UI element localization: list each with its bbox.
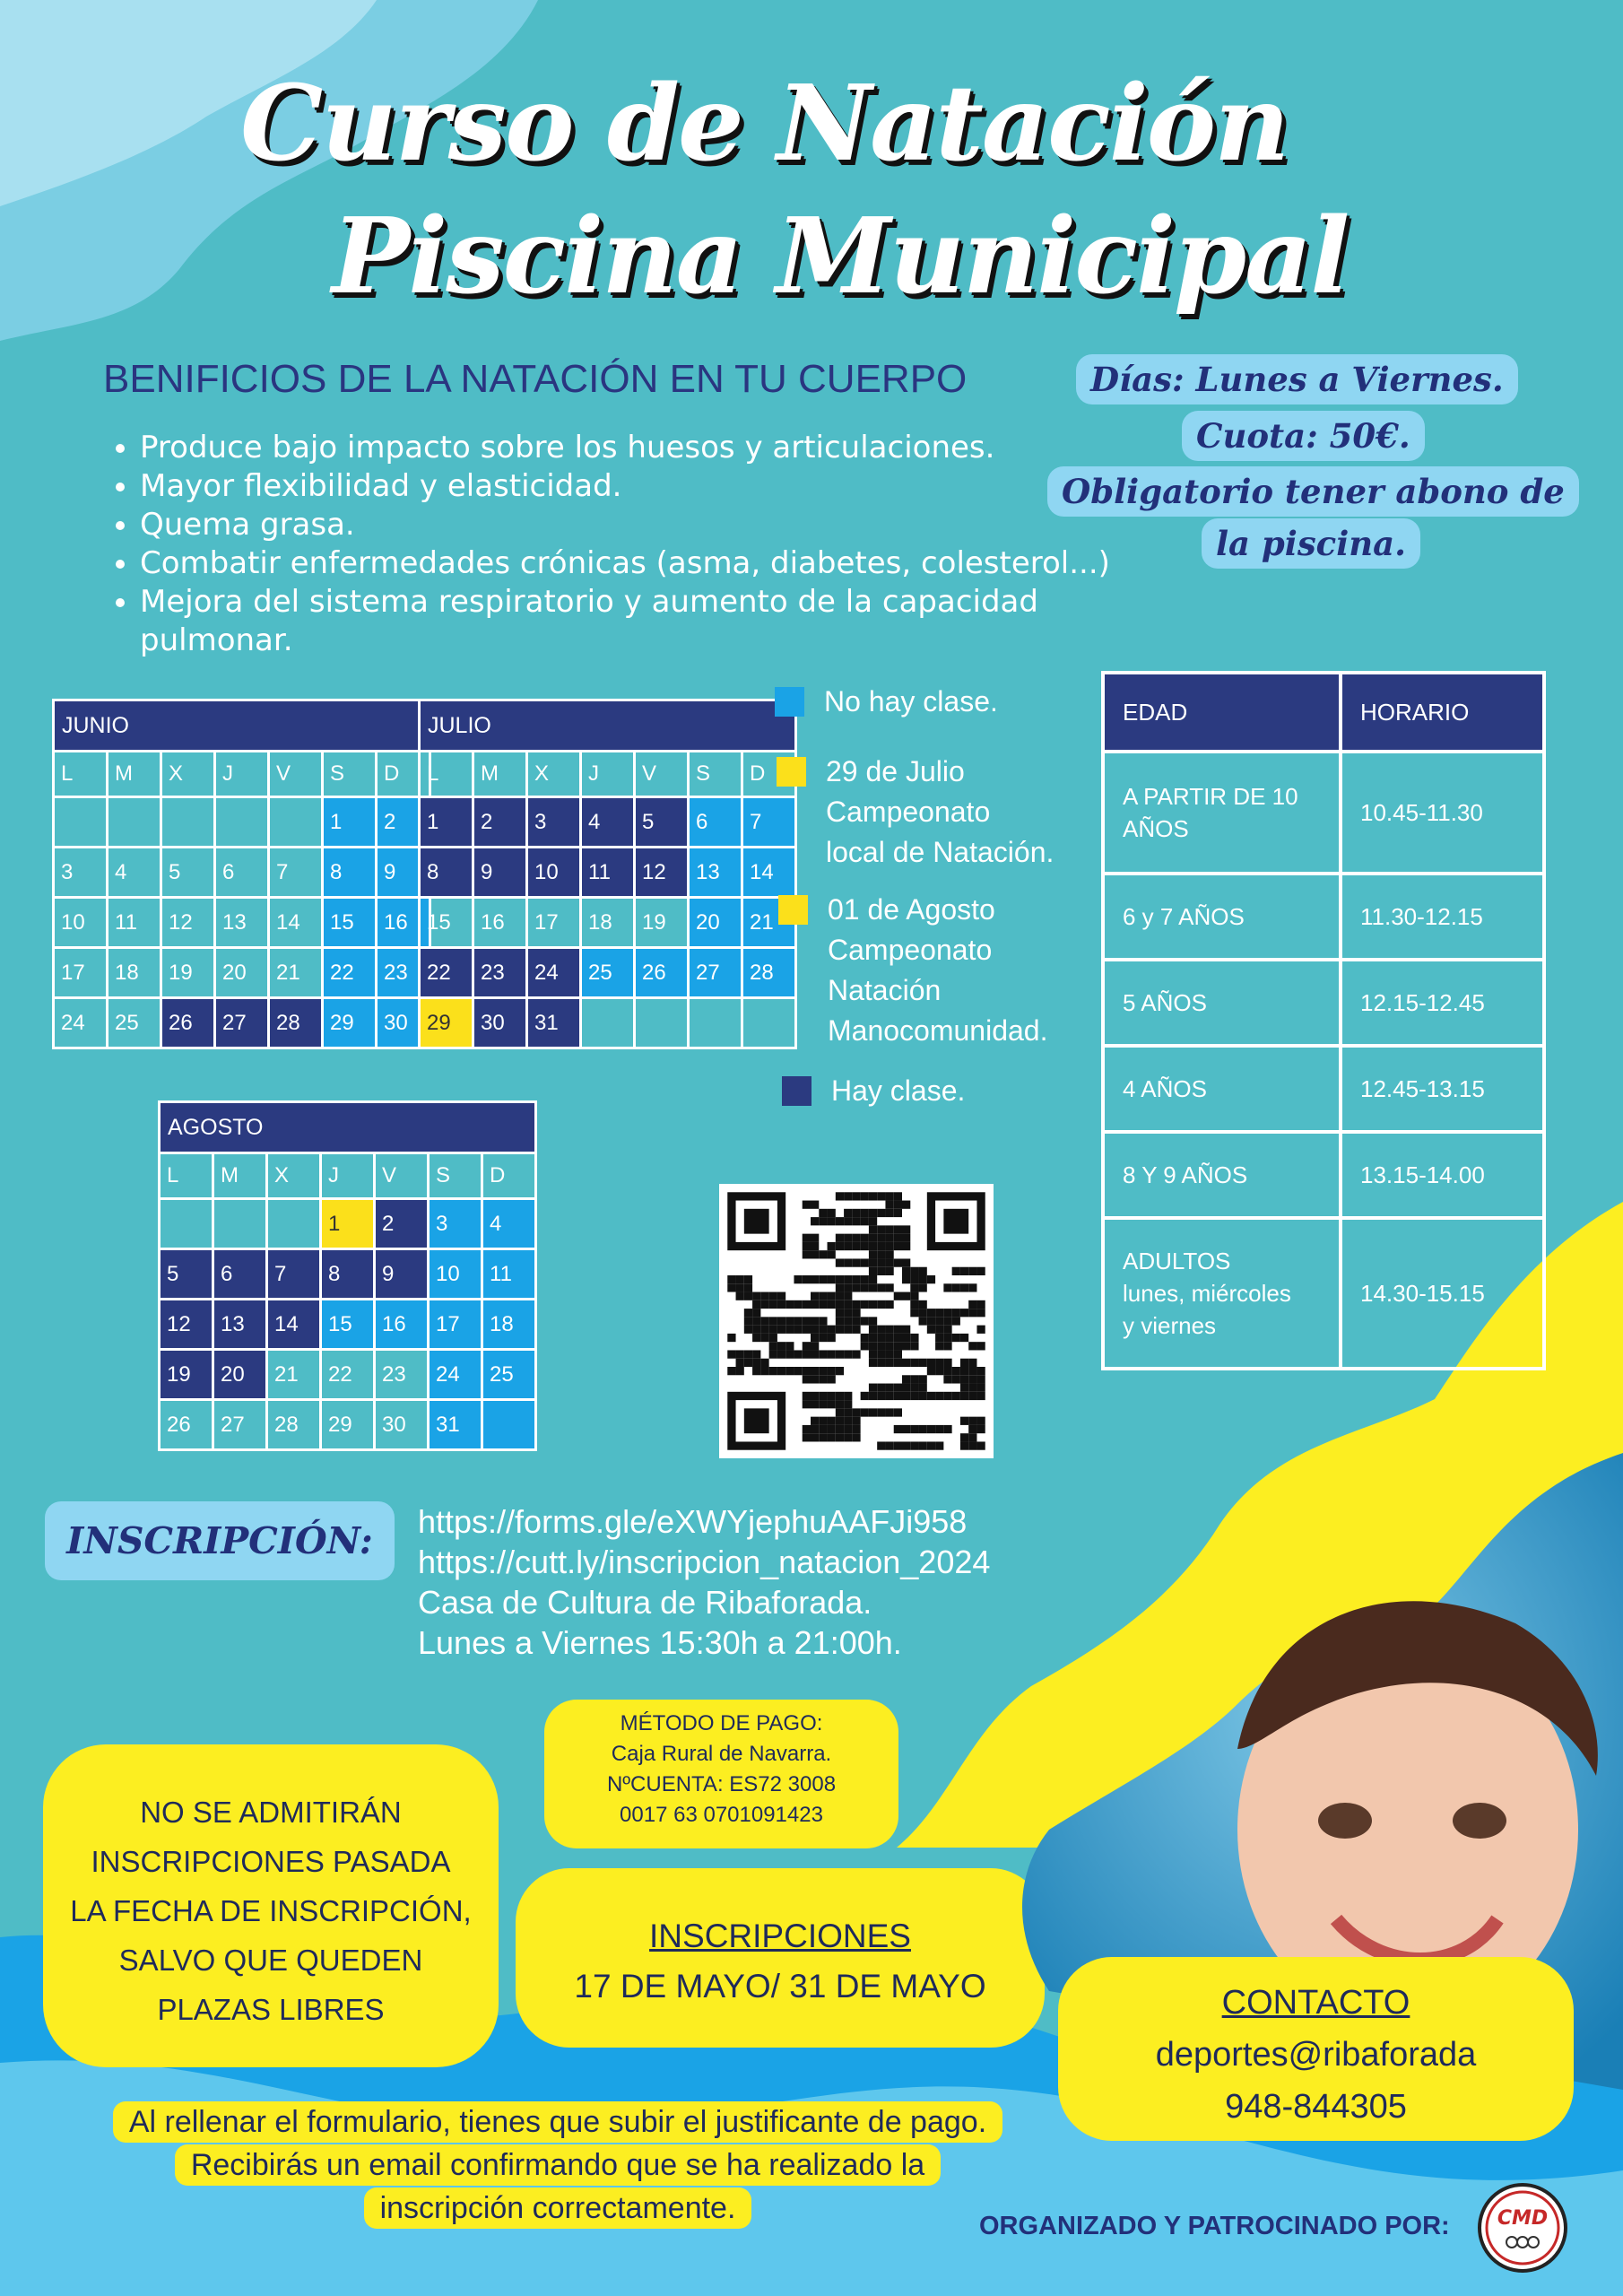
benefit-item: • Produce bajo impacto sobre los huesos y articulaciones. — [140, 429, 1198, 467]
calendar-day: 1 — [420, 797, 473, 848]
payment-line: 0017 63 0701091423 — [620, 1803, 823, 1827]
schedule-age-line: A PARTIR DE 10 — [1123, 783, 1298, 810]
calendar-day — [161, 797, 215, 848]
calendar-day: 14 — [267, 1300, 321, 1350]
legend-swatch-yellow — [777, 757, 806, 787]
calendar-day: 21 — [267, 1350, 321, 1400]
calendar-day: 15 — [323, 898, 377, 948]
calendar-day: 29 — [420, 998, 473, 1048]
calendar-day: 9 — [473, 848, 527, 898]
calendar-day: 31 — [429, 1400, 482, 1450]
schedule-age — [1103, 752, 1341, 874]
calendar-day: 14 — [742, 848, 796, 898]
calendar-day: 22 — [420, 948, 473, 998]
calendar-day: 2 — [375, 1199, 429, 1249]
contact-phone[interactable]: 948-844305 — [1225, 2088, 1407, 2126]
calendar-day: 29 — [321, 1400, 375, 1450]
calendar-day — [581, 998, 635, 1048]
calendar-day: 26 — [635, 948, 689, 998]
calendar-day: 30 — [473, 998, 527, 1048]
weekday-label: M — [213, 1153, 267, 1199]
calendar-day — [689, 998, 742, 1048]
calendar-day: 16 — [377, 898, 430, 948]
weekday-label: X — [161, 752, 215, 797]
warning-line: SALVO QUE QUEDEN — [118, 1944, 423, 1977]
calendar-day: 27 — [215, 998, 269, 1048]
legend-event-1-line: 29 de Julio — [826, 755, 965, 787]
payment-line: Caja Rural de Navarra. — [611, 1742, 832, 1766]
calendar-day: 12 — [161, 898, 215, 948]
weekday-label: S — [689, 752, 742, 797]
calendar-day: 6 — [215, 848, 269, 898]
calendar-day: 8 — [420, 848, 473, 898]
organizer-logo — [1478, 2183, 1567, 2273]
calendar-day: 19 — [635, 898, 689, 948]
schedule-time: 11.30-12.15 — [1341, 874, 1544, 960]
calendar-day: 31 — [527, 998, 581, 1048]
calendar-day: 15 — [420, 898, 473, 948]
qr-code[interactable] — [719, 1184, 994, 1458]
legend-event-2-line: Manocomunidad. — [828, 1014, 1048, 1047]
weekday-label: V — [635, 752, 689, 797]
calendar-day: 6 — [213, 1249, 267, 1300]
schedule-age-line: 5 AÑOS — [1123, 989, 1207, 1016]
calendar-day: 27 — [689, 948, 742, 998]
payment-box — [544, 1700, 898, 1848]
calendar-day: 28 — [267, 1400, 321, 1450]
footer-line: inscripción correctamente. — [364, 2187, 752, 2229]
schedule-age — [1103, 960, 1341, 1046]
calendar-day: 3 — [429, 1199, 482, 1249]
calendar-day: 3 — [527, 797, 581, 848]
contact-box — [1058, 1957, 1574, 2141]
calendar-month-name: JUNIO — [54, 700, 430, 752]
calendar-day: 3 — [54, 848, 108, 898]
calendar-day: 13 — [689, 848, 742, 898]
schedule-age — [1103, 1046, 1341, 1132]
calendar-day: 24 — [527, 948, 581, 998]
payment-line: MÉTODO DE PAGO: — [620, 1711, 823, 1735]
calendar-day: 28 — [742, 948, 796, 998]
benefits-heading: BENIFICIOS DE LA NATACIÓN EN TU CUERPO — [103, 357, 968, 401]
contact-heading: CONTACTO — [1221, 1984, 1410, 2022]
schedule-time: 13.15-14.00 — [1341, 1132, 1544, 1218]
inscripcion-form-link[interactable]: https://forms.gle/eXWYjephuAAFJi958 — [418, 1503, 968, 1540]
calendar-day: 15 — [321, 1300, 375, 1350]
calendar-june — [52, 699, 431, 1049]
schedule-time: 10.45-11.30 — [1341, 752, 1544, 874]
calendar-day: 26 — [161, 998, 215, 1048]
calendar-day: 13 — [215, 898, 269, 948]
calendar-day: 30 — [375, 1400, 429, 1450]
calendar-day: 5 — [160, 1249, 213, 1300]
footer-line: Al rellenar el formulario, tienes que subir el justificante de pago. — [113, 2101, 1002, 2143]
weekday-label: J — [321, 1153, 375, 1199]
legend-swatch-yellow — [778, 895, 808, 925]
schedule-age — [1103, 1218, 1341, 1369]
info-note-line-2: la piscina. — [1202, 518, 1420, 569]
calendar-day — [54, 797, 108, 848]
weekday-label: D — [742, 752, 796, 797]
calendar-day: 23 — [377, 948, 430, 998]
calendar-day: 14 — [269, 898, 323, 948]
legend-class-label: Hay clase. — [831, 1074, 966, 1107]
calendar-month-name: AGOSTO — [160, 1102, 536, 1153]
calendar-day: 13 — [213, 1300, 267, 1350]
calendar-day: 24 — [429, 1350, 482, 1400]
info-note-line-1: Obligatorio tener abono de — [1047, 466, 1579, 517]
benefit-item: • Combatir enfermedades crónicas (asma, diabetes, colesterol...) — [140, 544, 1198, 583]
calendar-day: 11 — [482, 1249, 536, 1300]
calendar-day: 4 — [581, 797, 635, 848]
warning-line: LA FECHA DE INSCRIPCIÓN, — [70, 1894, 472, 1927]
legend-class — [782, 1071, 965, 1111]
calendar-day: 16 — [473, 898, 527, 948]
calendar-day: 8 — [323, 848, 377, 898]
calendar-day: 7 — [742, 797, 796, 848]
calendar-day: 10 — [527, 848, 581, 898]
calendar-day: 18 — [581, 898, 635, 948]
schedule-time: 12.45-13.15 — [1341, 1046, 1544, 1132]
weekday-label: L — [160, 1153, 213, 1199]
legend-event-2 — [778, 890, 1047, 1051]
footer-line: Recibirás un email confirmando que se ha realizado la — [175, 2144, 941, 2186]
calendar-day: 2 — [377, 797, 430, 848]
organizer-label: ORGANIZADO Y PATROCINADO POR: — [979, 2212, 1450, 2240]
calendar-day: 5 — [161, 848, 215, 898]
calendar-day: 4 — [482, 1199, 536, 1249]
calendar-day: 9 — [375, 1249, 429, 1300]
calendar-august — [158, 1100, 537, 1451]
calendar-day: 21 — [269, 948, 323, 998]
benefit-item: • Mayor flexibilidad y elasticidad. — [140, 467, 1198, 506]
calendar-day: 16 — [375, 1300, 429, 1350]
calendar-day: 24 — [54, 998, 108, 1048]
schedule-age — [1103, 874, 1341, 960]
warning-line: INSCRIPCIONES PASADA — [91, 1845, 451, 1878]
benefits-list — [100, 429, 1198, 660]
weekday-label: J — [215, 752, 269, 797]
benefit-item: • Mejora del sistema respiratorio y aumento de la capacidad pulmonar. — [140, 583, 1081, 660]
info-fee: Cuota: 50€. — [1182, 411, 1425, 461]
calendar-day: 1 — [323, 797, 377, 848]
dates-box — [516, 1868, 1045, 2048]
weekday-label: D — [377, 752, 430, 797]
title-line-1: Curso de Natación — [240, 63, 1289, 185]
legend-event-2-line: Campeonato — [828, 934, 993, 966]
weekday-label: X — [267, 1153, 321, 1199]
calendar-day: 17 — [527, 898, 581, 948]
calendar-day: 23 — [375, 1350, 429, 1400]
title-line-2: Piscina Municipal — [332, 196, 1349, 317]
weekday-label: V — [375, 1153, 429, 1199]
calendar-day: 27 — [213, 1400, 267, 1450]
calendar-day: 18 — [482, 1300, 536, 1350]
calendar-day — [267, 1199, 321, 1249]
calendar-day: 21 — [742, 898, 796, 948]
calendar-day — [482, 1400, 536, 1450]
warning-box — [43, 1744, 499, 2067]
inscripcion-details — [418, 1501, 990, 1663]
weekday-label: J — [581, 752, 635, 797]
calendar-month-name: JULIO — [420, 700, 796, 752]
weekday-label: M — [108, 752, 161, 797]
calendar-day: 29 — [323, 998, 377, 1048]
legend-no-class-label: No hay clase. — [824, 685, 998, 718]
legend-event-1 — [777, 752, 1054, 873]
calendar-day: 12 — [635, 848, 689, 898]
schedule-header-age: EDAD — [1103, 673, 1341, 752]
dates-heading: INSCRIPCIONES — [649, 1918, 911, 1954]
calendar-day: 5 — [635, 797, 689, 848]
calendar-day: 23 — [473, 948, 527, 998]
calendar-day — [215, 797, 269, 848]
calendar-day: 25 — [581, 948, 635, 998]
weekday-label: S — [323, 752, 377, 797]
calendar-day: 19 — [161, 948, 215, 998]
calendar-day: 18 — [108, 948, 161, 998]
legend-event-1-line: local de Natación. — [826, 836, 1055, 868]
calendar-day: 30 — [377, 998, 430, 1048]
calendar-day: 8 — [321, 1249, 375, 1300]
schedule-age-line: ADULTOS — [1123, 1248, 1231, 1274]
calendar-day: 11 — [108, 898, 161, 948]
inscripcion-location: Casa de Cultura de Ribaforada. — [418, 1584, 872, 1621]
calendar-day — [269, 797, 323, 848]
legend-no-class — [775, 682, 998, 722]
legend-event-1-line: Campeonato — [826, 796, 991, 828]
logo-text: CMD — [1497, 2207, 1549, 2230]
calendar-day: 1 — [321, 1199, 375, 1249]
calendar-day: 10 — [54, 898, 108, 948]
calendar-day: 20 — [689, 898, 742, 948]
calendar-day: 20 — [213, 1350, 267, 1400]
calendar-day: 12 — [160, 1300, 213, 1350]
calendar-day: 26 — [160, 1400, 213, 1450]
calendar-day: 25 — [482, 1350, 536, 1400]
weekday-label: V — [269, 752, 323, 797]
schedule-time: 14.30-15.15 — [1341, 1218, 1544, 1369]
schedule-age-line: lunes, miércoles — [1123, 1280, 1291, 1307]
calendar-day: 19 — [160, 1350, 213, 1400]
schedule-age-line: 8 Y 9 AÑOS — [1123, 1161, 1248, 1188]
weekday-label: M — [473, 752, 527, 797]
calendar-day: 9 — [377, 848, 430, 898]
legend-event-2-line: 01 de Agosto — [828, 893, 995, 926]
warning-line: PLAZAS LIBRES — [157, 1993, 385, 2026]
calendar-day: 20 — [215, 948, 269, 998]
calendar-day: 25 — [108, 998, 161, 1048]
calendar-day — [108, 797, 161, 848]
schedule-age-line: y viernes — [1123, 1312, 1217, 1339]
calendar-day — [213, 1199, 267, 1249]
weekday-label: X — [527, 752, 581, 797]
inscripcion-hours: Lunes a Viernes 15:30h a 21:00h. — [418, 1624, 902, 1661]
legend-swatch-dark-blue — [782, 1076, 812, 1106]
calendar-day — [635, 998, 689, 1048]
schedule-header-time: HORARIO — [1341, 673, 1544, 752]
calendar-day — [160, 1199, 213, 1249]
calendar-day: 4 — [108, 848, 161, 898]
calendar-day: 7 — [267, 1249, 321, 1300]
contact-email[interactable]: deportes@ribaforada — [1155, 2036, 1477, 2074]
schedule-table — [1101, 671, 1546, 1370]
schedule-age-line: AÑOS — [1123, 815, 1189, 842]
calendar-day: 6 — [689, 797, 742, 848]
benefit-item: • Quema grasa. — [140, 506, 1198, 544]
calendar-day: 10 — [429, 1249, 482, 1300]
calendar-day: 17 — [429, 1300, 482, 1350]
weekday-label: L — [420, 752, 473, 797]
info-days: Días: Lunes a Viernes. — [1076, 354, 1518, 404]
schedule-age-line: 4 AÑOS — [1123, 1075, 1207, 1102]
legend-swatch-light-blue — [775, 687, 804, 717]
calendar-day: 28 — [269, 998, 323, 1048]
calendar-day: 17 — [54, 948, 108, 998]
footer-note — [65, 2100, 1051, 2230]
calendar-july — [418, 699, 797, 1049]
calendar-day: 22 — [323, 948, 377, 998]
schedule-time: 12.15-12.45 — [1341, 960, 1544, 1046]
calendar-day: 11 — [581, 848, 635, 898]
calendar-day: 2 — [473, 797, 527, 848]
calendar-day: 7 — [269, 848, 323, 898]
inscripcion-short-link[interactable]: https://cutt.ly/inscripcion_natacion_2024 — [418, 1544, 991, 1580]
weekday-label: S — [429, 1153, 482, 1199]
inscripcion-label: INSCRIPCIÓN: — [45, 1501, 395, 1580]
weekday-label: L — [54, 752, 108, 797]
dates-range: 17 DE MAYO/ 31 DE MAYO — [574, 1968, 986, 2005]
legend-event-2-line: Natación — [828, 974, 942, 1006]
schedule-age — [1103, 1132, 1341, 1218]
warning-line: NO SE ADMITIRÁN — [140, 1796, 402, 1829]
weekday-label: D — [482, 1153, 536, 1199]
calendar-day: 22 — [321, 1350, 375, 1400]
schedule-age-line: 6 y 7 AÑOS — [1123, 903, 1245, 930]
payment-line: NºCUENTA: ES72 3008 — [606, 1772, 837, 1796]
